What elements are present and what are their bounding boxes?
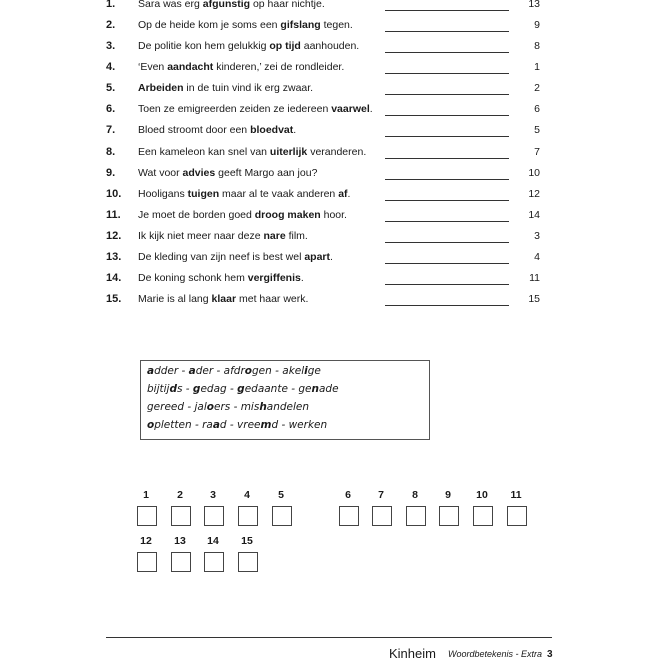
word-bold-part: a (212, 419, 220, 431)
sentence-text-part: Op de heide kom je soms een (138, 19, 281, 31)
word-bold-part: o (147, 419, 155, 431)
sentence-text-part: . (347, 188, 351, 200)
answer-line[interactable] (385, 179, 509, 180)
word-bold-part: a (147, 365, 155, 377)
exercise-row (0, 251, 660, 272)
answer-key-number: 8 (534, 40, 540, 52)
sentence-text-part: . (330, 251, 333, 263)
answer-line[interactable] (385, 200, 509, 201)
answer-box[interactable] (238, 506, 258, 526)
exercise-row (0, 124, 660, 145)
exercise-row (0, 0, 660, 19)
answer-box[interactable] (204, 552, 224, 572)
sentence-text-part: ‘Even (138, 61, 168, 73)
sentence-text-part: met haar werk. (236, 293, 309, 305)
sentence-bold-part: uiterlijk (269, 146, 308, 158)
answer-box[interactable] (439, 506, 459, 526)
answer-key-number: 10 (528, 167, 540, 179)
sentence-text-part: Je moet de borden goed (138, 209, 255, 221)
sentence-text-part: Marie is al lang (138, 293, 212, 305)
answer-key-number: 3 (534, 230, 540, 242)
sentence-bold-part: af (338, 188, 348, 200)
exercise-sentence (138, 0, 325, 10)
exercise-row (0, 272, 660, 293)
exercise-number: 5. (106, 82, 116, 94)
sentence-text-part: Ik kijk niet meer naar deze (138, 230, 264, 242)
sentence-text-part: Hooligans (138, 188, 188, 200)
exercise-row (0, 209, 660, 230)
page-number: 3 (547, 649, 553, 660)
word-box (140, 360, 430, 440)
sentence-text-part: De politie kon hem gelukkig (138, 40, 270, 52)
word-bold-part: h (259, 401, 267, 413)
answer-box[interactable] (171, 506, 191, 526)
exercise-number: 11. (106, 209, 121, 221)
footer-brand: Kinheim (389, 646, 436, 661)
word-bold-part: i (304, 365, 308, 377)
sentence-text-part: Toen ze emigreerden zeiden ze iedereen (138, 103, 332, 115)
grid-label: 5 (278, 489, 284, 501)
exercise-number: 13. (106, 251, 122, 263)
sentence-bold-part: aandacht (167, 61, 214, 73)
word-text-part: d - vree (219, 419, 261, 431)
sentence-bold-part: vaarwel (331, 103, 370, 115)
word-text-part: d - werken (271, 419, 328, 431)
answer-box[interactable] (507, 506, 527, 526)
sentence-bold-part: op tijd (269, 40, 301, 52)
answer-line[interactable] (385, 221, 509, 222)
answer-box[interactable] (238, 552, 258, 572)
sentence-text-part: Bloed stroomt door een (138, 124, 251, 136)
footer-divider (106, 637, 552, 638)
answer-line[interactable] (385, 52, 509, 53)
answer-key-number: 5 (534, 124, 540, 136)
answer-line[interactable] (385, 94, 509, 95)
word-bold-part: g (237, 383, 245, 395)
grid-label: 3 (210, 489, 216, 501)
sentence-text-part: aanhouden. (300, 40, 360, 52)
sentence-bold-part: apart (304, 251, 331, 263)
grid-label: 15 (241, 535, 253, 547)
word-text-part: ade (319, 383, 339, 395)
word-box-line (147, 419, 327, 431)
word-bold-part: g (192, 383, 201, 395)
answer-key-number: 4 (534, 251, 540, 263)
word-text-part: edaante - ge (244, 383, 312, 395)
exercise-sentence (138, 40, 359, 52)
word-box-line (147, 401, 309, 413)
answer-line[interactable] (385, 10, 509, 11)
sentence-text-part: film. (285, 230, 308, 242)
grid-label: 14 (207, 535, 219, 547)
exercise-row (0, 230, 660, 251)
exercise-number: 9. (106, 167, 116, 179)
word-text-part: s - (176, 383, 193, 395)
exercise-row (0, 61, 660, 82)
exercise-row (0, 293, 660, 314)
exercise-sentence (138, 19, 353, 31)
sentence-text-part: Een kameleon kan snel van (138, 146, 270, 158)
sentence-bold-part: vergiffenis (247, 272, 301, 284)
word-text-part: gen - akel (252, 365, 305, 377)
answer-key-number: 12 (528, 188, 540, 200)
sentence-text-part: tegen. (320, 19, 353, 31)
grid-label: 2 (177, 489, 183, 501)
word-text-part: der - afdr (195, 365, 245, 377)
answer-key-number: 2 (534, 82, 540, 94)
sentence-bold-part: nare (263, 230, 286, 242)
exercise-sentence (138, 209, 347, 221)
grid-label: 1 (143, 489, 149, 501)
word-bold-part: o (206, 401, 214, 413)
exercise-sentence (138, 251, 333, 263)
exercise-sentence (138, 167, 317, 179)
exercise-sentence (138, 230, 308, 242)
word-text-part: gereed - jal (147, 401, 207, 413)
word-text-part: pletten - ra (154, 419, 213, 431)
answer-box[interactable] (339, 506, 359, 526)
answer-box[interactable] (473, 506, 493, 526)
answer-key-number: 9 (534, 19, 540, 31)
sentence-bold-part: Arbeiden (138, 82, 184, 94)
exercise-row (0, 82, 660, 103)
word-text-part: dder - (154, 365, 189, 377)
grid-label: 4 (244, 489, 250, 501)
word-text-part: ge (307, 365, 321, 377)
word-text-part: ers - mis (213, 401, 260, 413)
exercise-sentence (138, 272, 304, 284)
sentence-bold-part: advies (182, 167, 216, 179)
exercise-number: 4. (106, 61, 116, 73)
answer-box[interactable] (272, 506, 292, 526)
answer-key-number: 11 (529, 272, 540, 284)
answer-key-number: 13 (528, 0, 540, 10)
exercise-number: 10. (106, 188, 122, 200)
word-box-line (147, 365, 321, 377)
exercise-number: 7. (106, 124, 116, 136)
grid-label: 7 (378, 489, 384, 501)
sentence-text-part: in de tuin vind ik erg zwaar. (183, 82, 314, 94)
exercise-row (0, 103, 660, 124)
grid-label: 10 (476, 489, 488, 501)
sentence-text-part: . (293, 124, 297, 136)
exercise-sentence (138, 82, 313, 94)
exercise-row (0, 19, 660, 40)
exercise-number: 8. (106, 146, 116, 158)
answer-box[interactable] (171, 552, 191, 572)
exercise-number: 15. (106, 293, 122, 305)
sentence-bold-part: tuigen (187, 188, 220, 200)
sentence-text-part: De koning schonk hem (138, 272, 248, 284)
exercise-sentence (138, 146, 366, 158)
sentence-text-part: kinderen,’ zei de rondleider. (213, 61, 345, 73)
sentence-bold-part: bloedvat (250, 124, 294, 136)
sentence-text-part: veranderen. (307, 146, 367, 158)
sentence-bold-part: klaar (211, 293, 237, 305)
answer-key-number: 6 (534, 103, 540, 115)
answer-line[interactable] (385, 284, 509, 285)
answer-box[interactable] (137, 552, 157, 572)
answer-box[interactable] (204, 506, 224, 526)
answer-box[interactable] (137, 506, 157, 526)
exercise-number: 3. (106, 40, 116, 52)
exercise-number: 1. (106, 0, 116, 10)
exercise-sentence (138, 293, 308, 305)
sentence-text-part: op haar nichtje. (250, 0, 325, 10)
sentence-text-part: Wat voor (138, 167, 183, 179)
word-bold-part: o (244, 365, 253, 377)
grid-label: 12 (140, 535, 152, 547)
exercise-sentence (138, 61, 344, 73)
exercise-sentence (138, 188, 350, 200)
answer-line[interactable] (385, 242, 509, 243)
exercise-sentence (138, 124, 296, 136)
exercise-number: 14. (106, 272, 122, 284)
answer-key-number: 1 (534, 61, 540, 73)
word-bold-part: n (311, 383, 319, 395)
exercise-row (0, 188, 660, 209)
exercise-row (0, 167, 660, 188)
answer-box[interactable] (406, 506, 426, 526)
sentence-text-part: Sara was erg (138, 0, 203, 10)
answer-box[interactable] (372, 506, 392, 526)
sentence-bold-part: gifslang (280, 19, 321, 31)
answer-line[interactable] (385, 115, 509, 116)
sentence-bold-part: droog maken (254, 209, 321, 221)
sentence-text-part: . (369, 103, 373, 115)
grid-label: 6 (345, 489, 351, 501)
exercise-sentence (138, 103, 373, 115)
sentence-bold-part: afgunstig (202, 0, 251, 10)
answer-line[interactable] (385, 73, 509, 74)
exercise-row (0, 40, 660, 61)
sentence-text-part: geeft Margo aan jou? (215, 167, 318, 179)
grid-label: 8 (412, 489, 418, 501)
answer-line[interactable] (385, 136, 509, 137)
word-text-part: edag - (200, 383, 238, 395)
word-text-part: bijtij (147, 383, 170, 395)
answer-line[interactable] (385, 31, 509, 32)
sentence-text-part: hoor. (320, 209, 347, 221)
word-bold-part: d (169, 383, 177, 395)
grid-label: 11 (510, 489, 522, 501)
sentence-text-part: De kleding van zijn neef is best wel (138, 251, 305, 263)
footer-subtitle: Woordbetekenis - Extra (448, 649, 543, 659)
exercise-number: 2. (106, 19, 116, 31)
answer-line[interactable] (385, 263, 509, 264)
word-box-line (147, 383, 339, 395)
word-text-part: andelen (266, 401, 310, 413)
sentence-text-part: maar al te vaak anderen (219, 188, 339, 200)
grid-label: 13 (174, 535, 186, 547)
exercise-number: 6. (106, 103, 116, 115)
answer-line[interactable] (385, 158, 509, 159)
grid-label: 9 (445, 489, 451, 501)
exercise-row (0, 146, 660, 167)
answer-line[interactable] (385, 305, 509, 306)
word-bold-part: a (188, 365, 196, 377)
sentence-text-part: . (300, 272, 304, 284)
answer-key-number: 15 (528, 293, 540, 305)
word-bold-part: m (260, 419, 272, 431)
answer-key-number: 14 (528, 209, 540, 221)
answer-key-number: 7 (534, 146, 540, 158)
exercise-number: 12. (106, 230, 122, 242)
